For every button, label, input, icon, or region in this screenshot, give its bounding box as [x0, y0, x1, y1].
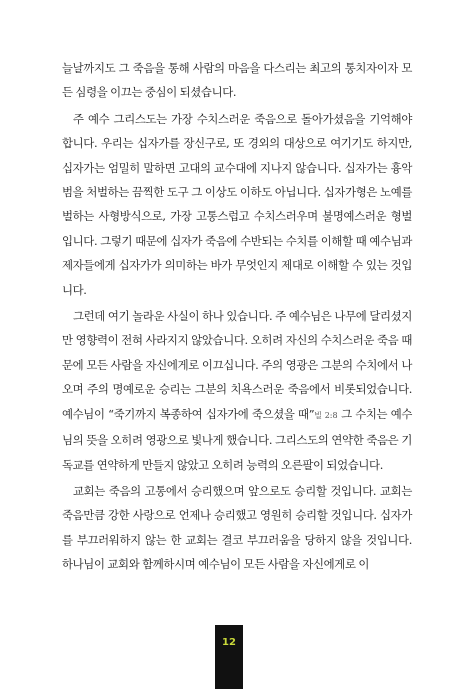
- paragraph-2: 주 예수 그리스도는 가장 수치스러운 죽음으로 돌아가셨음을 기억해야 합니다. 우리는 십자가를 장신구로, 또 경외의 대상으로 여기기도 하지만, 십자가는 엄밀히 말하면 고대의 교수대에 지나지 않습니다. 십자가는 흉악범을 처벌하는 끔찍한 도구 그 이상도 이하도 아닙니다. 십자가형은 노예를 벌하는 사형방식으로, 가장 고통스럽고 수치스러우며 불명예스러운 형벌입니다. 그렇기 때문에 십자가 죽음에 수반되는 수치를 이해할 때 예수님과 제자들에게 십자가가 의미하는 바가 무엇인지 제대로 이해할 수 있는 것입니다.: [62, 111, 412, 297]
- paragraph-4: 교회는 죽음의 고통에서 승리했으며 앞으로도 승리할 것입니다. 교회는 죽음만큼 강한 사랑으로 언제나 승리했고 영원히 승리할 것입니다. 십자가를 부끄러워하지 않는 한 교회는 결코 부끄러움을 당하지 않을 것입니다. 하나님이 교회와 함께하시며 예수님이 모든 사람을 자신에게로 이: [62, 483, 412, 572]
- paragraph-3-text-before-ref: 그런데 여기 놀라운 사실이 하나 있습니다. 주 예수님은 나무에 달리셨지만 영향력이 전혀 사라지지 않았습니다. 오히려 자신의 수치스러운 죽음 때문에 모든 사람을 자신에게로 이끄십니다. 주의 영광은 그분의 수치에서 나오며 주의 명예로운 승리는 그분의 치욕스러운 죽음에서 비롯되었습니다. 예수님이 “죽기까지 복종하여 십자가에 죽으셨을 때”: [62, 309, 412, 421]
- scripture-reference: 빌 2:8: [314, 410, 338, 420]
- page-number: 12: [222, 637, 236, 648]
- paragraph-1: 늘날까지도 그 죽음을 통해 사람의 마음을 다스리는 최고의 통치자이자 모든 심령을 이끄는 중심이 되셨습니다.: [62, 61, 412, 100]
- page-number-tab: [215, 625, 243, 689]
- paragraph-3: [62, 304, 412, 477]
- page-body: [62, 56, 412, 579]
- paragraph-3-text-after-ref: 그 수치는 예수님의 뜻을 오히려 영광으로 빛나게 했습니다. 그리스도의 연약한 죽음은 기독교를 연약하게 만들지 않았고 오히려 능력의 오른팔이 되었습니다.: [62, 406, 413, 472]
